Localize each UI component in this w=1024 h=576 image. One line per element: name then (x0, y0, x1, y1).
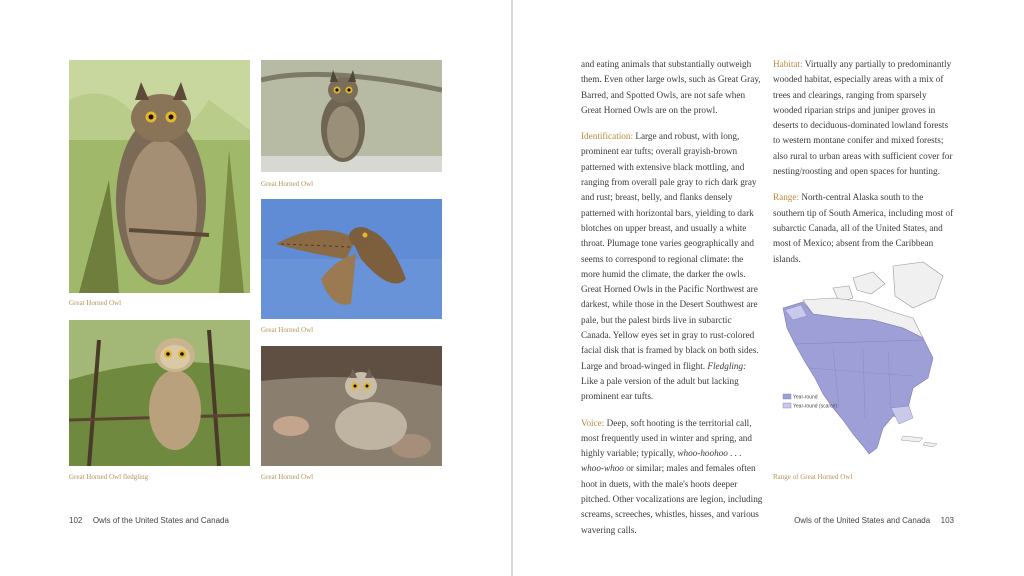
text-column-2 (773, 57, 955, 278)
legend-swatch-scarce (783, 403, 791, 408)
range-text: North-central Alaska south to the southern tip of South America, including most of subarctic Canada, all of the United States, and most of Mexico; absent from the Caribbean islands. (773, 192, 954, 264)
running-title: Owls of the United States and Canada (92, 516, 229, 525)
photo-caption: Great Horned Owl fledgling (69, 473, 149, 481)
identification-heading: Identification: (581, 131, 634, 142)
photo-owl-in-flight (261, 199, 442, 319)
text-column-1 (581, 57, 763, 549)
identification-text: Large and robust, with long, prominent ear tufts; overall grayish-brown patterned with extensive black mottling, and ranging from overall pale gray to rich dark gray and rust; breast, belly, and flanks densely patterned with horizontal bars, yielding to dark blotches on upper breast, and usually a white throat. Plumage tone varies geographically and seems to correspond to regional climate: the more humid the climate, the darker the owls. Great Horned Owls in the Pacific Northwest are darkest, while those in the Desert Southwest are pale, but the palest birds live in subarctic Canada. Yellow eyes set in gray to rust-colored facial disk that is framed by black on both sides. Large and broad-winged in flight. (581, 131, 759, 371)
range-paragraph (773, 190, 955, 266)
page-gutter (511, 0, 513, 576)
photo-owl-fledgling (69, 320, 250, 466)
photo-owl-on-ground (261, 346, 442, 466)
running-title: Owls of the United States and Canada (794, 516, 931, 525)
habitat-text: Virtually any partially to predominantly wooded habitat, especially areas with a mix of trees and clearings, ranging from sparsely wooded riparian strips and juniper groves in deserts to deciduous-dominated lowland forests to western montane conifer and mixed forests; also rural to urban areas with sufficient cover for nesting/roosting and open spaces for hunting. (773, 59, 953, 177)
folio-left (69, 516, 229, 525)
voice-text: Deep, soft hooting is the territorial call, most frequently used in winter and spring, and highly variable; typically, (581, 417, 752, 459)
range-map (773, 258, 953, 468)
continued-paragraph: and eating animals that substantially outweigh them. Even other large owls, such as Great Gray, Barred, and Spotted Owls, are not safe when Great Horned Owls are on the prowl. (581, 59, 761, 115)
legend-swatch-yearround (783, 394, 791, 399)
voice-call: whoo-hoohoo . . . whoo-whoo (581, 448, 742, 474)
range-heading: Range: (773, 192, 800, 203)
habitat-paragraph (773, 57, 955, 179)
photo-caption: Great Horned Owl (261, 326, 314, 334)
page-number: 103 (940, 516, 954, 525)
voice-heading: Voice: (581, 417, 605, 428)
folio-right (792, 516, 954, 525)
photo-owl-perched-in-tree (69, 60, 250, 293)
legend-label-scarce: Year-round (scarce) (793, 403, 838, 410)
photo-caption: Great Horned Owl (261, 473, 314, 481)
photo-caption: Great Horned Owl (261, 180, 314, 188)
legend-label-yearround: Year-round (793, 394, 818, 401)
habitat-heading: Habitat: (773, 59, 803, 69)
fledgling-heading: Fledgling: (707, 360, 747, 371)
voice-text-continued: or similar; males and females often hoot in duets, with the male's hoots deeper pitched. Other vocalizations are legion, including screams, screeches, whistles, hisses, and various wavering calls. (581, 463, 763, 535)
photo-caption: Great Horned Owl (69, 299, 122, 307)
page-number: 102 (69, 516, 83, 525)
fledgling-text: Like a pale version of the adult but lacking prominent ear tufts. (581, 375, 739, 402)
voice-paragraph (581, 416, 763, 538)
identification-paragraph (581, 129, 763, 404)
photo-owl-on-branch (261, 60, 442, 172)
map-caption: Range of Great Horned Owl (773, 473, 853, 481)
